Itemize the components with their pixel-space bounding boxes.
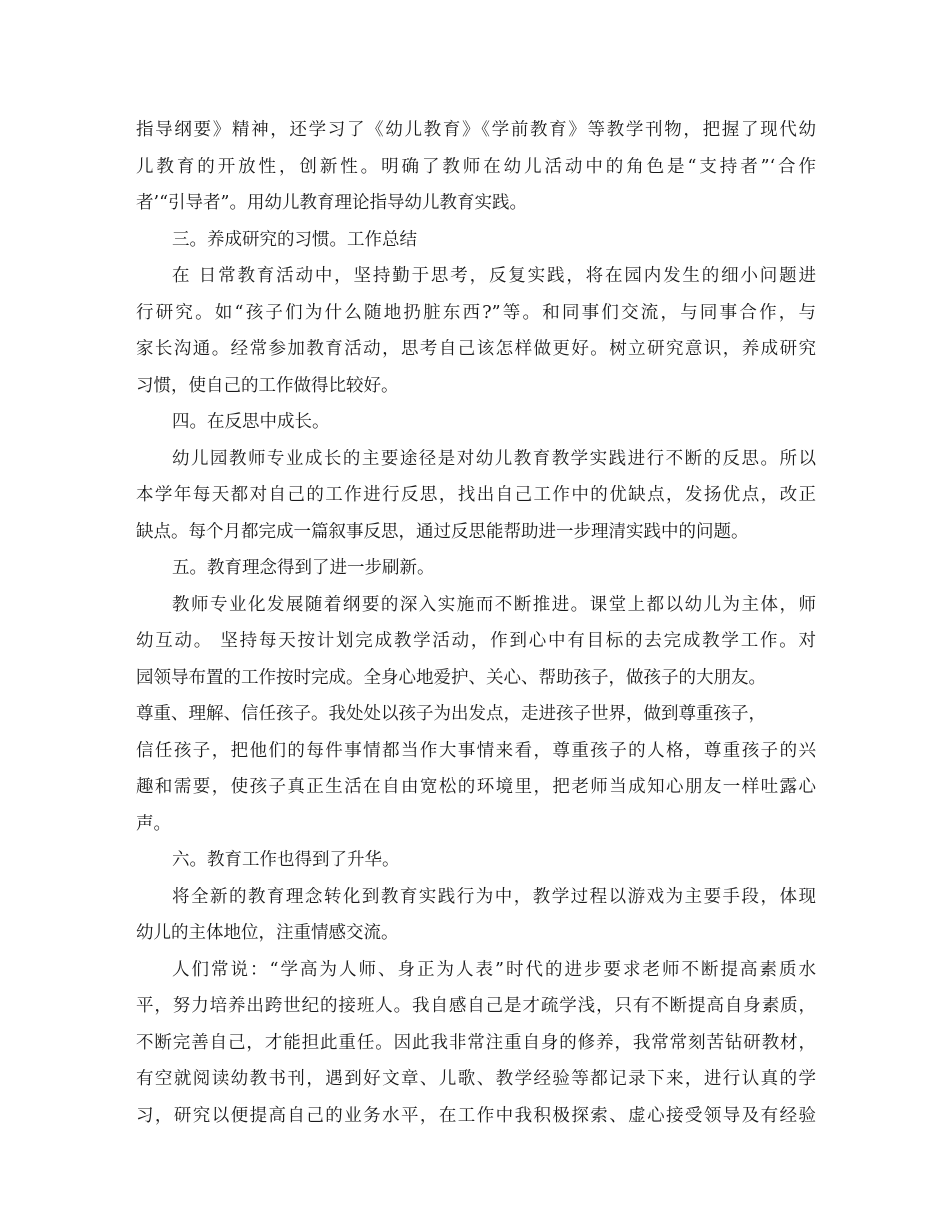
text-line: 有空就阅读幼教书刊，遇到好文章、儿歌、教学经验等都记录下来，进行认真的学 bbox=[136, 1069, 816, 1089]
document-page bbox=[136, 112, 816, 1134]
text-line: 在 日常教育活动中，坚持勤于思考，反复实践，将在园内发生的细小问题进 bbox=[172, 266, 816, 286]
text-line: 趣和需要，使孩子真正生活在自由宽松的环境里，把老师当成知心朋友一样吐露心 bbox=[136, 777, 816, 797]
text-line: 本学年每天都对自己的工作进行反思，找出自己工作中的优缺点，发扬优点，改正 bbox=[136, 485, 816, 505]
text-line: 者’“引导者”。用幼儿教育理论指导幼儿教育实践。 bbox=[136, 193, 527, 213]
text-line: 指导纲要》精神，还学习了《幼儿教育》《学前教育》等教学刊物，把握了现代幼 bbox=[136, 120, 816, 140]
text-line: 幼互动。 坚持每天按计划完成教学活动，作到心中有目标的去完成教学工作。对 bbox=[136, 631, 816, 651]
text-line: 信任孩子，把他们的每件事情都当作大事情来看，尊重孩子的人格，尊重孩子的兴 bbox=[136, 740, 816, 761]
text-line: 平，努力培养出跨世纪的接班人。我自感自己是才疏学浅，只有不断提高自身素质， bbox=[136, 996, 816, 1016]
section-heading: 五。教育理念得到了进一步刷新。 bbox=[172, 558, 435, 578]
text-line: 幼儿园教师专业成长的主要途径是对幼儿教育教学实践进行不断的反思。所以 bbox=[172, 448, 816, 469]
text-line: 人们常说：“学高为人师、身正为人表”时代的进步要求老师不断提高素质水 bbox=[172, 959, 816, 980]
text-line: 幼儿的主体地位，注重情感交流。 bbox=[136, 923, 399, 943]
text-line: 习，研究以便提高自己的业务水平，在工作中我积极探索、虚心接受领导及有经验 bbox=[136, 1105, 816, 1126]
text-line: 声。 bbox=[136, 813, 171, 834]
text-line: 行研究。如“孩子们为什么随地扔脏东西?”等。和同事们交流，与同事合作，与 bbox=[136, 302, 816, 323]
text-line: 不断完善自己，才能担此重任。因此我非常注重自身的修养，我常常刻苦钻研教材， bbox=[136, 1032, 816, 1053]
section-heading: 六。教育工作也得到了升华。 bbox=[172, 850, 400, 870]
text-line: 儿教育的开放性，创新性。明确了教师在幼儿活动中的角色是“支持者”‘合作 bbox=[136, 156, 816, 177]
text-line: 尊重、理解、信任孩子。我处处以孩子为出发点，走进孩子世界，做到尊重孩子， bbox=[136, 704, 766, 724]
text-line: 家长沟通。经常参加教育活动，思考自己该怎样做更好。树立研究意识，养成研究 bbox=[136, 339, 816, 359]
text-line: 缺点。每个月都完成一篇叙事反思，通过反思能帮助进一步理清实践中的问题。 bbox=[136, 521, 749, 542]
section-heading: 四。在反思中成长。 bbox=[172, 412, 330, 432]
text-line: 园领导布置的工作按时完成。全身心地爱护、关心、帮助孩子，做孩子的大朋友。 bbox=[136, 667, 766, 688]
text-line: 将全新的教育理念转化到教育实践行为中，教学过程以游戏为主要手段，体现 bbox=[172, 886, 816, 907]
text-line: 习惯，使自己的工作做得比较好。 bbox=[136, 375, 399, 396]
text-line: 教师专业化发展随着纲要的深入实施而不断推进。课堂上都以幼儿为主体，师 bbox=[172, 594, 816, 615]
section-heading: 三。养成研究的习惯。工作总结 bbox=[172, 229, 417, 250]
